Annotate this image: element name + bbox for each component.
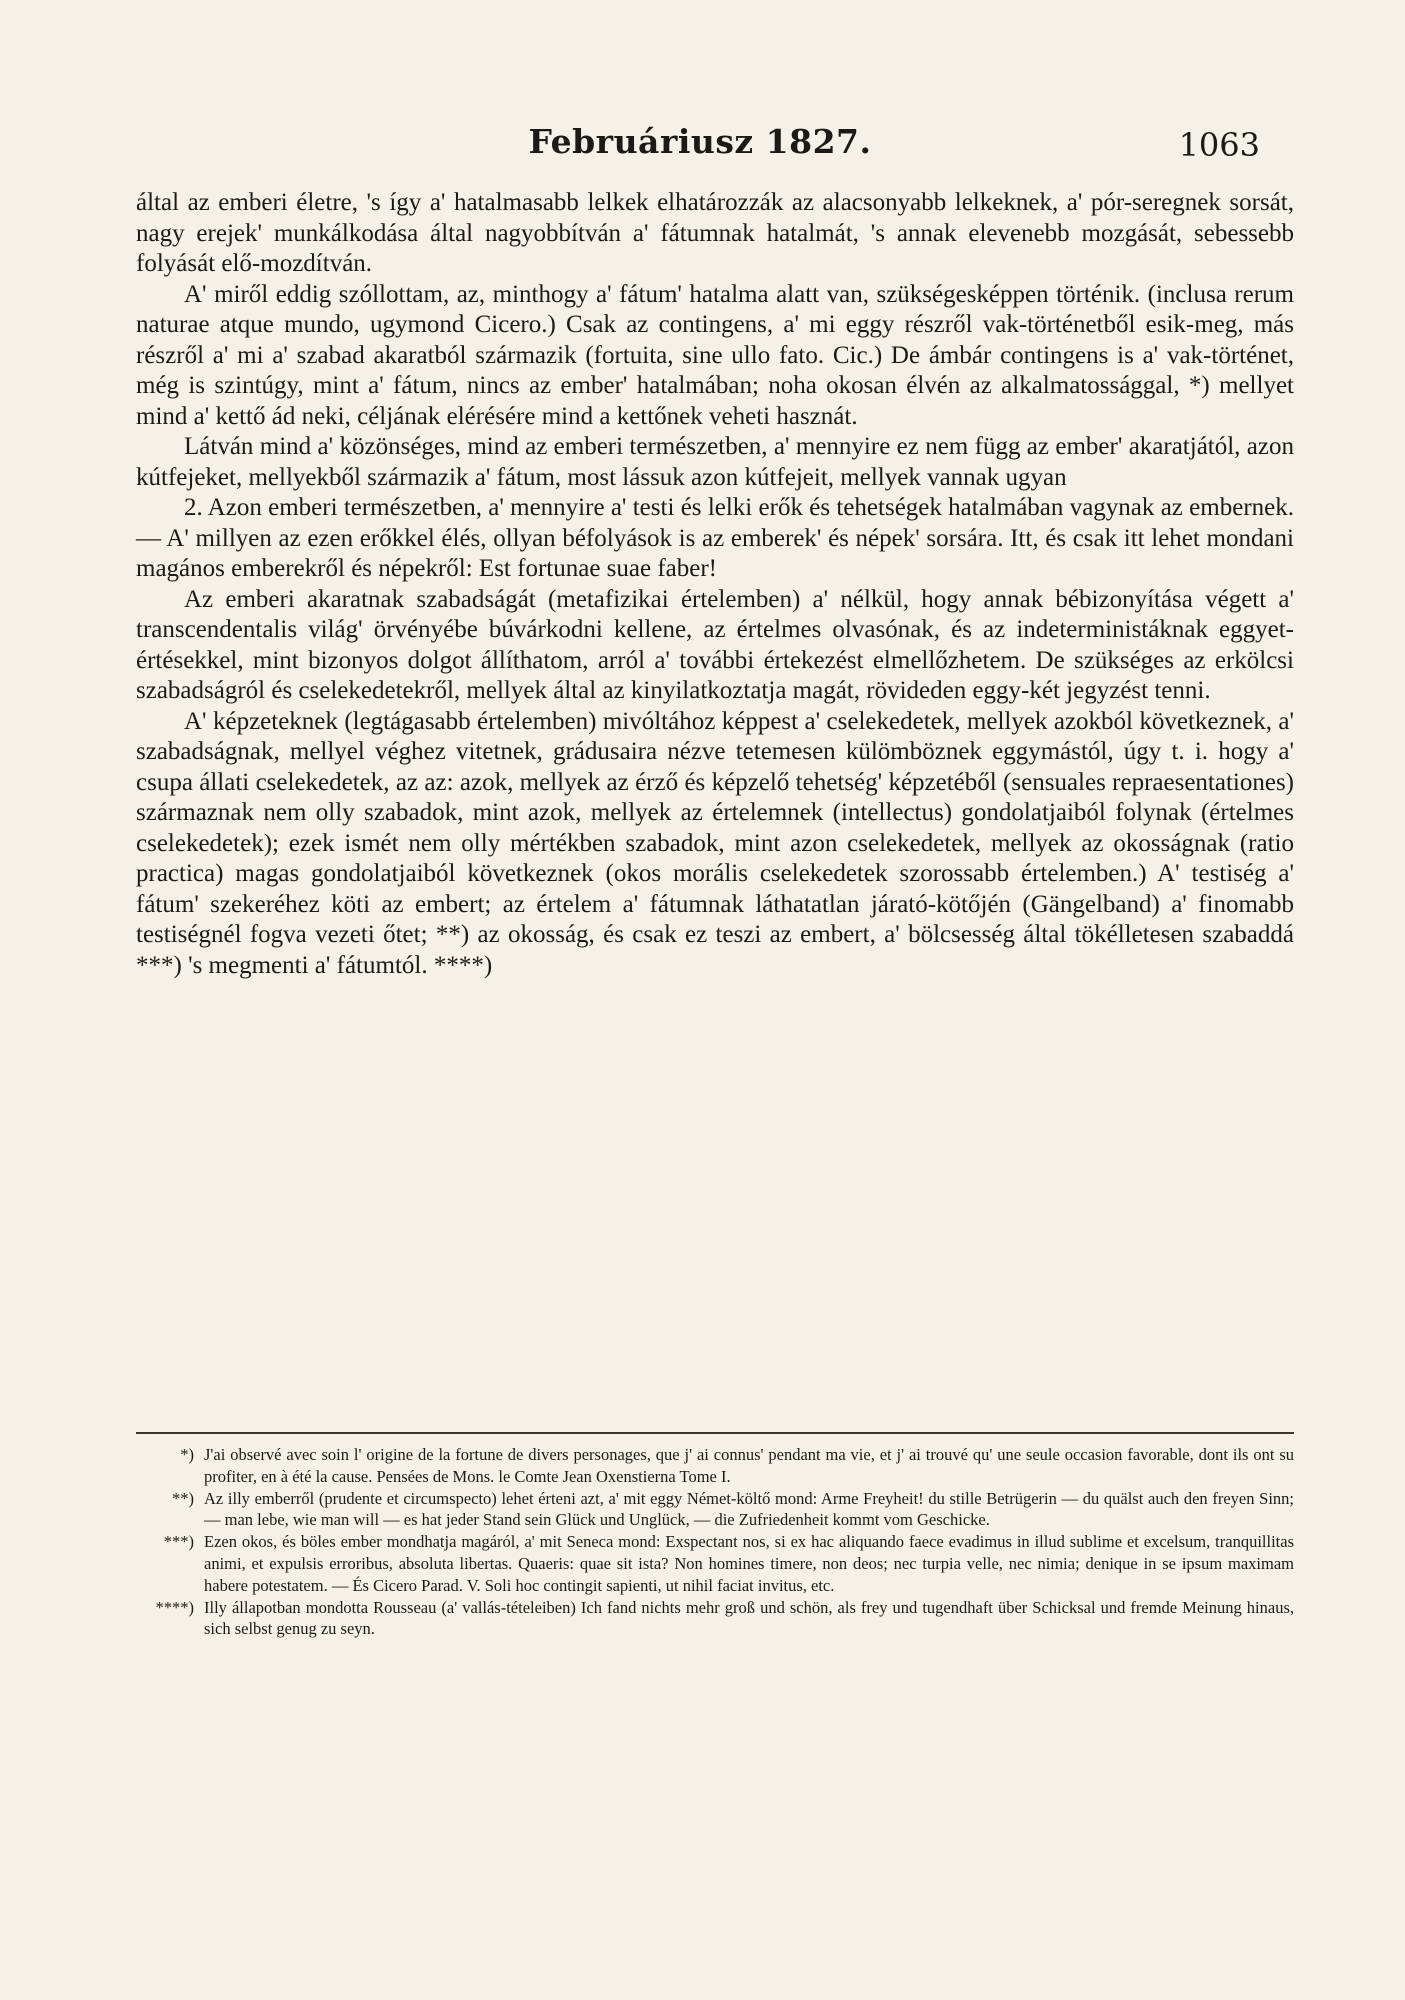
footnote-text: Ezen okos, és böles ember mondhatja magáról, a' mit Seneca mond: Exspectant nos, si ex hac aliquando faece evadimus in illud sublime et excelsum, tranquillitas animi, et expulsis erroribus, absoluta libertas. Quaeris: quae sit ista? Non homines timere, non deos; nec turpia velle, nec nimia; denique in se ipsum maximam habere potestatem. — És Cicero Parad. V. Soli hoc contingit sapienti, ut nihil faciat invitus, etc. [204, 1532, 1294, 1595]
footnotes [136, 1444, 1294, 1640]
footnote-text: J'ai observé avec soin l' origine de la fortune de divers personages, que j' ai connus' pendant ma vie, et j' ai trouvé qu' une seule occasion favorable, dont ils ont su profiter, en à été la cause. Pensées de Mons. le Comte Jean Oxenstierna Tome I. [204, 1445, 1294, 1486]
paragraph: Az emberi akaratnak szabadságát (metafizikai értelemben) a' nélkül, hogy annak bébizonyítása végett a' transcendentalis világ' örvényébe búvárkodni kellene, az értelmes olvasónak, és az indeterministáknak eggyet-értésekkel, mint bizonyos dolgot állíthatom, arról a' további értekezést elmellőzhetem. De szükséges az erkölcsi szabadságról és cselekedetekről, mellyek által az kinyilatkoztatja magát, rövideden eggy-két jegyzést tenni. [136, 585, 1294, 704]
paragraph: által az emberi életre, 's így a' hatalmasabb lelkek elhatározzák az alacsonyabb lelkeknek, a' pór-seregnek sorsát, nagy erejek' munkálkodása által nagyobbítván a' fátumnak hatalmát, 's annak elevenebb mozgását, sebessebb folyását elő-mozdítván. [136, 189, 1294, 277]
footnote [136, 1531, 1294, 1596]
footnote-text: Illy állapotban mondotta Rousseau (a' vallás-tételeiben) Ich fand nichts mehr groß und schön, als frey und tugendhaft über Schicksal und fremde Meinung hinaus, sich selbst genug zu seyn. [204, 1597, 1294, 1639]
paragraph: A' miről eddig szóllottam, az, minthogy a' fátum' hatalma alatt van, szükségesképpen történik. (inclusa rerum naturae atque mundo, ugymond Cicero.) Csak az contingens, a' mi eggy részről vak-történetből esik-meg, más részről a' mi a' szabad akaratból származik (fortuita, sine ullo fato. Cic.) De ámbár contingens is a' vak-történet, még is szintúgy, mint a' fátum, nincs az ember' hatalmában; noha okosan élvén az alkalmatossággal, *) mellyet mind a' kettő ád neki, céljának elérésére mind a kettőnek veheti hasznát. [136, 280, 1294, 430]
page-number: 1063 [1178, 126, 1260, 164]
footnote-mark: *) [180, 1445, 194, 1464]
running-head [140, 122, 1260, 182]
footnote-mark: ****) [155, 1597, 194, 1617]
footnote-text: Az illy emberről (prudente et circumspecto) lehet érteni azt, a' mit eggy Német-költő mond: Arme Freyheit! du stille Betrügerin — du quälst auch den freyen Sinn; — man lebe, wie man will — es hat jeder Stand sein Glück und Unglück, — die Zufriedenheit kommt vom Geschicke. [204, 1488, 1294, 1530]
footnote [136, 1597, 1294, 1641]
paragraph: Látván mind a' közönséges, mind az emberi természetben, a' mennyire ez nem függ az ember' akaratjától, azon kútfejeket, mellyekből származik a' fátum, most lássuk azon kútfejeit, mellyek vannak ugyan [136, 433, 1294, 491]
footnote [136, 1488, 1294, 1532]
footnote-divider [136, 1432, 1294, 1434]
footnote-mark: **) [172, 1488, 194, 1508]
paragraph: 2. Azon emberi természetben, a' mennyire a' testi és lelki erők és tehetségek hatalmában vagynak az embernek. — A' millyen az ezen erőkkel élés, ollyan béfolyások is az emberek' és népek' sorsára. Itt, és csak itt lehet mondani magános emberekről és népekről: Est fortunae suae faber! [136, 494, 1294, 582]
main-text [136, 188, 1294, 981]
paragraph: A' képzeteknek (legtágasabb értelemben) mivóltához képpest a' cselekedetek, mellyek azokból következnek, a' szabadságnak, mellyel véghez vitetnek, grádusaira nézve tetemesen külömböznek eggymástól, úgy t. i. hogy a' csupa állati cselekedetek, az az: azok, mellyek az érző és képzelő tehetség' képzetéből (sensuales repraesentationes) származnak nem olly szabadok, mint azok, mellyek az értelemnek (intellectus) gondolatjaiból folynak (értelmes cselekedetek); ezek ismét nem olly mértékben szabadok, mint azon cselekedetek, mellyek az okosságnak (ratio practica) magas gondolatjaiból következnek (okos morális cselekedetek szorossabb értelemben.) A' testiség a' fátum' szekeréhez köti az embert; az értelem a' fátumnak láthatatlan járató-kötőjén (Gängelband) a' finomabb testiségnél fogva vezeti őtet; **) az okosság, és csak ez teszi az embert, a' bölcsesség által tökélletesen szabaddá ***) 's megmenti a' fátumtól. ****) [136, 707, 1294, 979]
footnote [136, 1444, 1294, 1488]
running-title: Februáriusz 1827. [528, 122, 872, 161]
footnote-mark: ***) [163, 1532, 194, 1552]
